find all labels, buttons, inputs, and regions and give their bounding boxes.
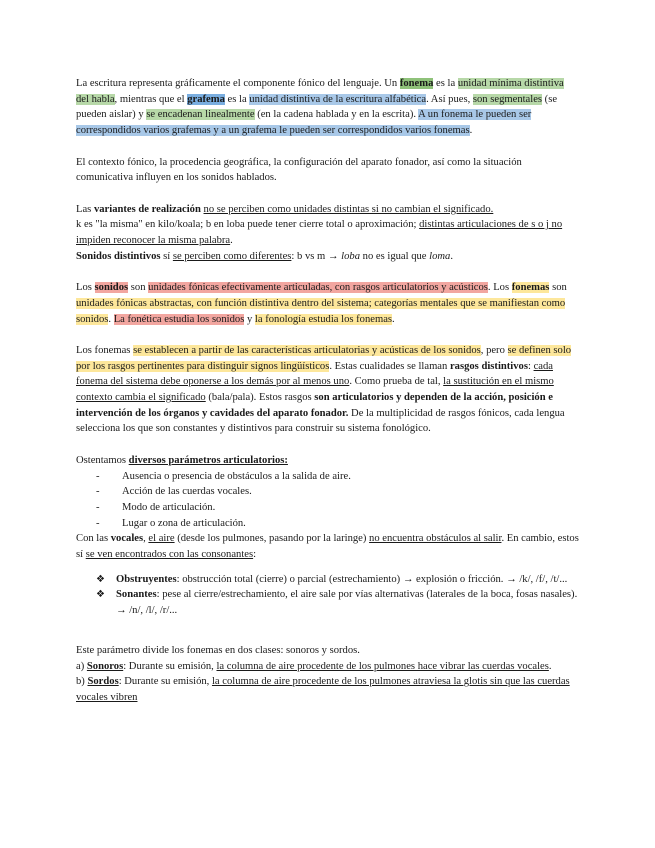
- paragraph-sonoros: [76, 659, 579, 675]
- text: .: [548, 660, 552, 672]
- text: (desde los pulmones, pasando por la laringe): [174, 533, 370, 545]
- highlight-establecen: se establecen a partir de las características articulatorias y acústicas de los sonidos: [133, 344, 481, 356]
- text: :: [527, 360, 534, 372]
- list-item-sonantes: [76, 587, 579, 618]
- highlight-fonetica: La fonética estudia los sonidos: [113, 313, 245, 325]
- underline-el-aire: el aire: [148, 533, 175, 545]
- term-sordos: Sordos: [87, 676, 119, 688]
- italic-loma: loma: [429, 250, 451, 262]
- list-item: - Ausencia o presencia de obstáculos a la salida de aire.: [76, 469, 579, 485]
- term-vocales: vocales: [110, 533, 144, 545]
- term-grafema: grafema: [187, 93, 225, 105]
- term-obstruyentes: Obstruyentes: [116, 573, 177, 585]
- consonant-type-list: [76, 572, 579, 619]
- list-item: - Acción de las cuerdas vocales.: [76, 484, 579, 500]
- text: ,: [143, 533, 149, 545]
- term-fonema: fonema: [399, 78, 434, 89]
- text: : b vs m →: [291, 250, 342, 262]
- term-sonantes: Sonantes: [116, 589, 157, 601]
- term-sonidos-distintivos: Sonidos distintivos: [76, 250, 161, 262]
- text: .: [469, 125, 473, 137]
- text: . Como prueba de tal,: [349, 376, 444, 388]
- text: son: [128, 282, 149, 294]
- underline-no-encuentra: no encuentra obstáculos al salir: [369, 533, 502, 545]
- text: .: [392, 313, 395, 325]
- highlight-fonologia: la fonología estudia los fonemas: [254, 313, 393, 325]
- paragraph-variantes: [76, 202, 579, 265]
- highlight-correspondencia: A un fonema le pueden ser correspondidos varios grafemas y a un grafema le pueden ser correspondidos varios fonemas: [76, 109, 532, 137]
- text: : obstrucción total (cierre) o parcial (estrechamiento) → explosión o fricción. → /k/, /f/, /t/...: [176, 573, 568, 585]
- term-fonemas: fonemas: [511, 282, 550, 294]
- text: .: [230, 235, 233, 246]
- paragraph-parametros: [76, 453, 579, 469]
- text: De la multiplicidad de rasgos fónicos, cada lengua selecciona los que son constantes y distintivos para construir su sistema fonológico.: [76, 407, 565, 435]
- term-sonidos: sonidos: [94, 282, 129, 294]
- text: (bala/pala). Estos rasgos: [205, 392, 315, 403]
- text: :: [253, 549, 257, 561]
- term-variantes: variantes de realización: [93, 203, 201, 215]
- italic-loba: loba: [341, 250, 361, 262]
- text: Con las: [76, 533, 111, 545]
- text: : Durante su emisión,: [123, 660, 217, 672]
- text: no es igual que: [360, 250, 430, 262]
- underline-cada-fonema: cada fonema del sistema debe oponerse a los demás por al menos uno: [76, 360, 553, 388]
- text: (en la cadena hablada y en la escrita).: [254, 109, 419, 121]
- text: Los fonemas: [76, 344, 134, 356]
- underline-distintas: distintas articulaciones de s o j no impiden reconocer la misma palabra: [76, 219, 563, 246]
- highlight-encadenan: se encadenan linealmente: [146, 109, 255, 121]
- paragraph-contexto: El contexto fónico, la procedencia geográfica, la configuración del aparato fonador, así como la situación comunicativa influyen en los sonidos hablados.: [76, 156, 522, 184]
- diamond-bullet-icon: ❖: [96, 589, 105, 601]
- paragraph-sonoros-sordos: Este parámetro divide los fonemas en dos clases: sonoros y sordos.: [76, 644, 360, 656]
- term-sonoros: Sonoros: [86, 660, 124, 672]
- text: k es "la misma" en kilo/koala; b en loba puede tener cierre total o aproximación;: [76, 219, 420, 231]
- list-item: - Lugar o zona de articulación.: [76, 516, 579, 532]
- list-item: - Modo de articulación.: [76, 500, 579, 516]
- underline-se-perciben: se perciben como diferentes: [172, 250, 292, 262]
- bold-son-articulatorios: son articulatorios y dependen de la acción, posición e intervención de los órganos y cavidades del aparato fonador.: [76, 392, 553, 419]
- paragraph-vocales: [76, 531, 579, 562]
- text: : Durante su emisión,: [118, 676, 212, 688]
- highlight-unidades-abstractas: unidades fónicas abstractas, con función distintiva dentro del sistema; categorías mentales que se manifiestan como sonidos: [76, 297, 566, 325]
- underline-no-perciben: no se perciben como unidades distintas si no cambian el significado.: [203, 203, 494, 215]
- paragraph-sonidos: [76, 280, 579, 327]
- text: b): [76, 676, 88, 688]
- text: es la: [224, 93, 250, 105]
- text: a): [76, 660, 87, 672]
- text: es la: [433, 78, 458, 89]
- text: sí: [160, 250, 173, 262]
- highlight-definen: se definen solo por los rasgos pertinentes para distinguir signos lingüísticos: [76, 344, 572, 372]
- text: . Estas cualidades se llaman: [329, 360, 450, 372]
- paragraph-escritura: [76, 76, 579, 139]
- text: , mientras que el: [114, 93, 188, 105]
- term-rasgos-distintivos: rasgos distintivos: [449, 360, 528, 372]
- highlight-unidades-foneticas: unidades fónicas efectivamente articuladas, con rasgos articulatorios y acústicos: [148, 282, 488, 294]
- text: Las: [76, 203, 94, 215]
- underline-sustitucion: la sustitución en el mismo contexto cambia el significado: [76, 376, 554, 403]
- underline-ven-encontrados: se ven encontrados con las consonantes: [85, 549, 254, 561]
- underline-vibrar: la columna de aire procedente de los pulmones hace vibrar las cuerdas vocales: [216, 660, 549, 672]
- highlight-segmentales: son segmentales: [472, 93, 543, 105]
- text: La escritura representa gráficamente el componente fónico del lenguaje. Un: [76, 78, 400, 89]
- highlight-unidad-distintiva: unidad distintiva de la escritura alfabética: [249, 93, 427, 105]
- document-page: [76, 76, 579, 706]
- text: . En cambio, estos sí: [76, 533, 579, 561]
- text: son: [549, 282, 567, 294]
- parameter-list: [76, 469, 579, 532]
- text: : pese al cierre/estrechamiento, el aire sale por vías alternativas (laterales de la boca, fosas nasales). → /n/, /l/, /r/...: [116, 589, 578, 617]
- list-item-obstruyentes: [76, 572, 579, 588]
- text: . Así pues,: [426, 93, 473, 105]
- paragraph-sordos: [76, 674, 579, 705]
- text: Los: [76, 282, 95, 294]
- text: .: [108, 313, 114, 325]
- term-diversos-parametros: diversos parámetros articulatorios:: [128, 454, 288, 466]
- text: (se pueden aislar) y: [76, 93, 558, 121]
- text: . Los: [487, 282, 512, 294]
- text: Ostentamos: [76, 454, 129, 466]
- underline-atraviesa: la columna de aire procedente de los pulmones atraviesa la glotis sin que las cuerdas vocales vibren: [76, 676, 570, 703]
- paragraph-fonemas: [76, 343, 579, 437]
- text: .: [450, 250, 453, 262]
- diamond-bullet-icon: ❖: [96, 573, 105, 585]
- text: , pero: [480, 344, 508, 356]
- text: y: [244, 313, 255, 325]
- highlight-unidad-minima: unidad mínima distintiva del habla: [76, 78, 564, 105]
